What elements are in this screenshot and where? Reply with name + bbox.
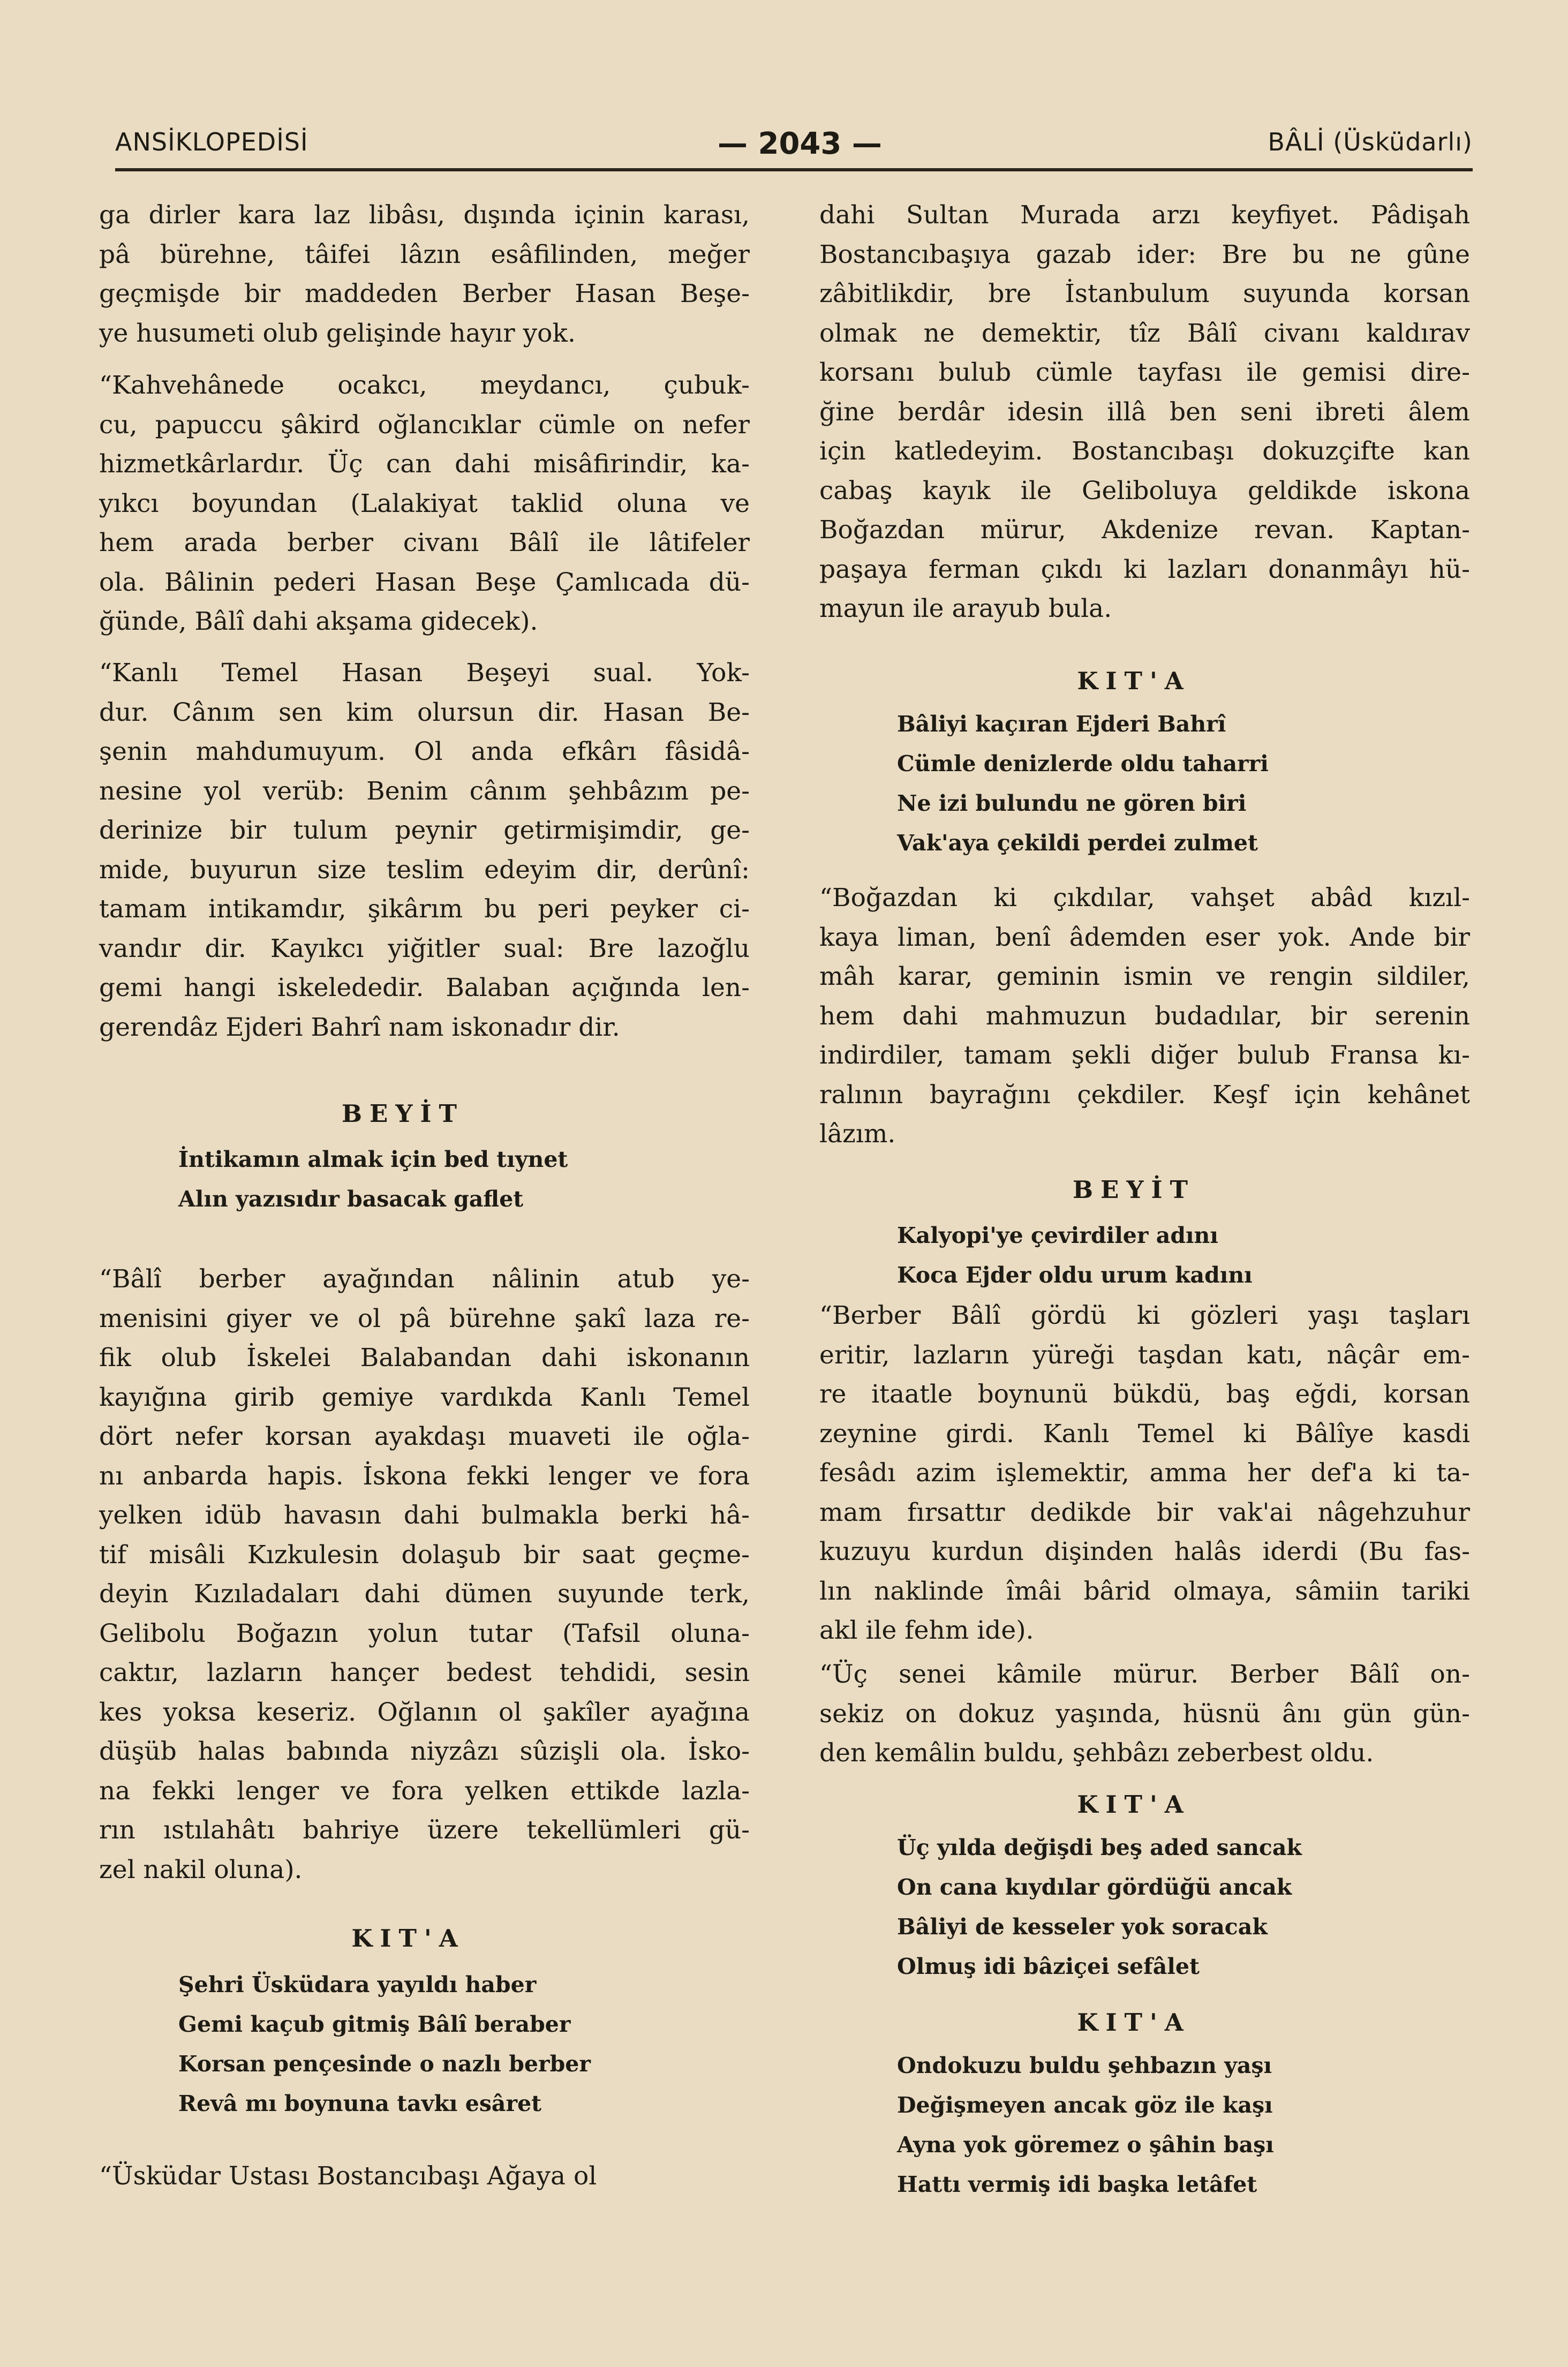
text-line: zel nakil oluna). (99, 1855, 303, 1884)
text-line: lın naklinde îmâi bârid olmaya, sâmiin tariki (819, 1576, 1470, 1606)
text-line: pâ bürehne, tâifei lâzın esâfilinden, meğer (99, 239, 750, 269)
text-line: dur. Cânım sen kim olursun dir. Hasan Be- (99, 697, 750, 727)
text-line: ga dirler kara laz libâsı, dışında içinin karası, (99, 200, 750, 230)
text-line: dört nefer korsan ayakdaşı muaveti ile oğla- (99, 1422, 750, 1451)
section-heading: KIT'A (1077, 667, 1191, 695)
text-line: “Bâlî berber ayağından nâlinin atub ye- (99, 1264, 750, 1294)
verse (897, 704, 1548, 863)
text-line: hizmetkârlardır. Üç can dahi misâfirindir, ka- (99, 449, 750, 479)
verse-line: Ayna yok göremez o şâhin başı (897, 2132, 1274, 2158)
text-line: Boğazdan mürur, Akdenize revan. Kaptan- (819, 515, 1470, 545)
verse (897, 1216, 1548, 1295)
text-line: zeynine girdi. Kanlı Temel ki Bâlîye kasdi (819, 1419, 1470, 1449)
paragraph (99, 653, 750, 1047)
text-line: olmak ne demektir, tîz Bâlî civanı kaldırav (819, 318, 1470, 348)
text-line: cu, papuccu şâkird oğlancıklar cümle on nefer (99, 410, 750, 440)
text-line: na fekki lenger ve fora yelken ettikde lazla- (99, 1776, 750, 1806)
verse-line: Alın yazısıdır basacak gaflet (178, 1186, 524, 1212)
text-line: nesine yol verüb: Benim cânım şehbâzım pe- (99, 776, 750, 806)
text-line: dahi Sultan Murada arzı keyfiyet. Pâdişah (819, 200, 1470, 230)
verse-line: Gemi kaçub gitmiş Bâlî beraber (178, 2011, 571, 2037)
text-line: kaya liman, benî âdemden eser yok. Ande bir (819, 922, 1470, 952)
verse (897, 1828, 1548, 1986)
text-line: “Üç senei kâmile mürur. Berber Bâlî on- (819, 1660, 1470, 1689)
text-line: Gelibolu Boğazın yolun tutar (Tafsil oluna- (99, 1618, 750, 1648)
text-line: “Berber Bâlî gördü ki gözleri yaşı taşları (819, 1301, 1470, 1330)
text-line: sekiz on dokuz yaşında, hüsnü ânı gün gün- (819, 1699, 1470, 1729)
text-line: mayun ile arayub bula. (819, 594, 1112, 623)
verse-line: Koca Ejder oldu urum kadını (897, 1262, 1253, 1288)
text-line: fik olub İskelei Balabandan dahi iskonanın (99, 1343, 750, 1373)
text-line: için katledeyim. Bostancıbaşı dokuzçifte kan (819, 436, 1470, 466)
text-line: mam fırsattır dedikde bir vak'ai nâgehzuhur (819, 1497, 1470, 1527)
text-line: gerendâz Ejderi Bahrî nam iskonadır dir. (99, 1012, 620, 1042)
verse (178, 1965, 829, 2123)
text-line: korsanı bulub cümle tayfası ile gemisi dire- (819, 358, 1470, 387)
text-line: hem dahi mahmuzun budadılar, bir serenin (819, 1001, 1470, 1031)
verse-line: Bâliyi de kesseler yok soracak (897, 1914, 1268, 1940)
text-line: kuzuyu kurdun dişinden halâs iderdi (Bu fas- (819, 1537, 1470, 1566)
section-heading: BEYİT (1073, 1175, 1195, 1204)
text-line: şenin mahdumuyum. Ol anda efkârı fâsidâ- (99, 737, 750, 766)
text-line: derinize bir tulum peynir getirmişimdir, ge- (99, 816, 750, 845)
text-line: tamam intikamdır, şikârım bu peri peyker ci- (99, 894, 750, 924)
text-line: ye husumeti olub gelişinde hayır yok. (99, 318, 576, 348)
text-line: menisini giyer ve ol pâ bürehne şakî laza re- (99, 1303, 750, 1333)
text-line: “Üsküdar Ustası Bostancıbaşı Ağaya ol (99, 2161, 597, 2191)
text-line: rın ıstılahâtı bahriye üzere tekellümleri gü- (99, 1815, 750, 1845)
header-encyclopedia-title: ANSİKLOPEDİSİ (115, 127, 308, 156)
text-line: ola. Bâlinin pederi Hasan Beşe Çamlıcada dü- (99, 567, 750, 597)
paragraph (99, 195, 750, 353)
verse-line: Hattı vermiş idi başka letâfet (897, 2172, 1257, 2197)
text-line: ralının bayrağını çekdiler. Keşf için kehânet (819, 1080, 1470, 1110)
text-line: indirdiler, tamam şekli diğer bulub Fransa kı- (819, 1041, 1470, 1070)
verse-line: Üç yılda değişdi beş aded sancak (897, 1835, 1302, 1860)
page-header (115, 117, 1473, 161)
text-line: Bostancıbaşıya gazab ider: Bre bu ne gûne (819, 239, 1470, 269)
paragraph (819, 1296, 1470, 1650)
verse-line: İntikamın almak için bed tıynet (178, 1147, 568, 1172)
verse (178, 1140, 829, 1219)
verse-line: Ondokuzu buldu şehbazın yaşı (897, 2053, 1272, 2078)
text-line: hem arada berber civanı Bâlî ile lâtifeler (99, 528, 750, 557)
text-line: akl ile fehm ide). (819, 1616, 1034, 1645)
text-line: nı anbarda hapis. İskona fekki lenger ve fora (99, 1461, 750, 1491)
text-line: deyin Kızıladaları dahi dümen suyunde terk, (99, 1579, 750, 1609)
text-line: yelken idüb havasın dahi bulmakla berki hâ- (99, 1501, 750, 1530)
verse-line: Vak'aya çekildi perdei zulmet (897, 830, 1258, 856)
verse-line: Kalyopi'ye çevirdiler adını (897, 1223, 1218, 1248)
text-line: eritir, lazların yüreği taşdan katı, nâçâr em- (819, 1340, 1470, 1370)
verse-line: Olmuş idi bâziçei sefâlet (897, 1954, 1200, 1979)
verse-line: Ne izi bulundu ne gören biri (897, 790, 1247, 816)
paragraph (99, 1260, 750, 1889)
text-line: gemi hangi iskelededir. Balaban açığında len- (99, 973, 750, 1002)
text-line: ğünde, Bâlî dahi akşama gidecek). (99, 607, 538, 636)
verse (897, 2046, 1548, 2204)
section-heading: BEYİT (342, 1099, 464, 1128)
verse-line: Cümle denizlerde oldu taharri (897, 751, 1269, 777)
header-rule (115, 168, 1473, 171)
text-line: re itaatle boynunü bükdü, baş eğdi, korsan (819, 1380, 1470, 1409)
text-line: “Boğazdan ki çıkdılar, vahşet abâd kızıl- (819, 883, 1470, 913)
text-line: “Kanlı Temel Hasan Beşeyi sual. Yok- (99, 658, 750, 688)
verse-line: Şehri Üsküdara yayıldı haber (178, 1972, 537, 1997)
paragraph (819, 1655, 1470, 1773)
text-line: ğine berdâr idesin illâ ben seni ibreti âlem (819, 397, 1470, 427)
section-heading: KIT'A (1077, 1790, 1191, 1819)
text-line: cabaş kayık ile Geliboluya geldikde iskona (819, 476, 1470, 506)
text-line: zâbitlikdir, bre İstanbulum suyunda korsan (819, 279, 1470, 308)
section-heading: KIT'A (351, 1924, 465, 1953)
text-line: lâzım. (819, 1119, 896, 1149)
paragraph (99, 2157, 750, 2196)
section-heading: KIT'A (1077, 2008, 1191, 2037)
verse-line: Korsan pençesinde o nazlı berber (178, 2051, 591, 2077)
text-line: mide, buyurun size teslim edeyim dir, derûnî: (99, 855, 750, 885)
text-line: paşaya ferman çıkdı ki lazları donanmâyı hü- (819, 554, 1470, 584)
text-line: düşüb halas babında niyzâzı sûzişli ola. İsko- (99, 1737, 750, 1766)
verse-line: Bâliyi kaçıran Ejderi Bahrî (897, 711, 1226, 737)
text-line: yıkcı boyundan (Lalakiyat taklid oluna ve (99, 488, 750, 518)
text-line: den kemâlin buldu, şehbâzı zeberbest oldu. (819, 1738, 1374, 1768)
text-line: fesâdı azim işlemektir, amma her def'a ki ta- (819, 1458, 1470, 1488)
text-line: kayığına girib gemiye vardıkda Kanlı Temel (99, 1382, 750, 1412)
page-number: — 2043 — (718, 126, 882, 161)
text-line: tif misâli Kızkulesin dolaşub bir saat geçme- (99, 1540, 750, 1570)
text-line: caktır, lazların hançer bedest tehdidi, sesin (99, 1658, 750, 1687)
paragraph (819, 878, 1470, 1154)
header-entry-title: BÂLİ (Üsküdarlı) (1268, 127, 1473, 156)
verse-line: Değişmeyen ancak göz ile kaşı (897, 2092, 1273, 2118)
verse-line: On cana kıydılar gördüğü ancak (897, 1874, 1292, 1900)
text-line: vandır dir. Kayıkcı yiğitler sual: Bre lazoğlu (99, 933, 750, 963)
text-line: “Kahvehânede ocakcı, meydancı, çubuk- (99, 371, 750, 400)
text-line: mâh karar, geminin ismin ve rengin sildiler, (819, 962, 1470, 991)
verse-line: Revâ mı boynuna tavkı esâret (178, 2091, 542, 2116)
paragraph (99, 366, 750, 642)
text-line: geçmişde bir maddeden Berber Hasan Beşe- (99, 279, 750, 308)
text-line: kes yoksa keseriz. Oğlanın ol şakîler ayağına (99, 1697, 750, 1727)
paragraph (819, 195, 1470, 629)
